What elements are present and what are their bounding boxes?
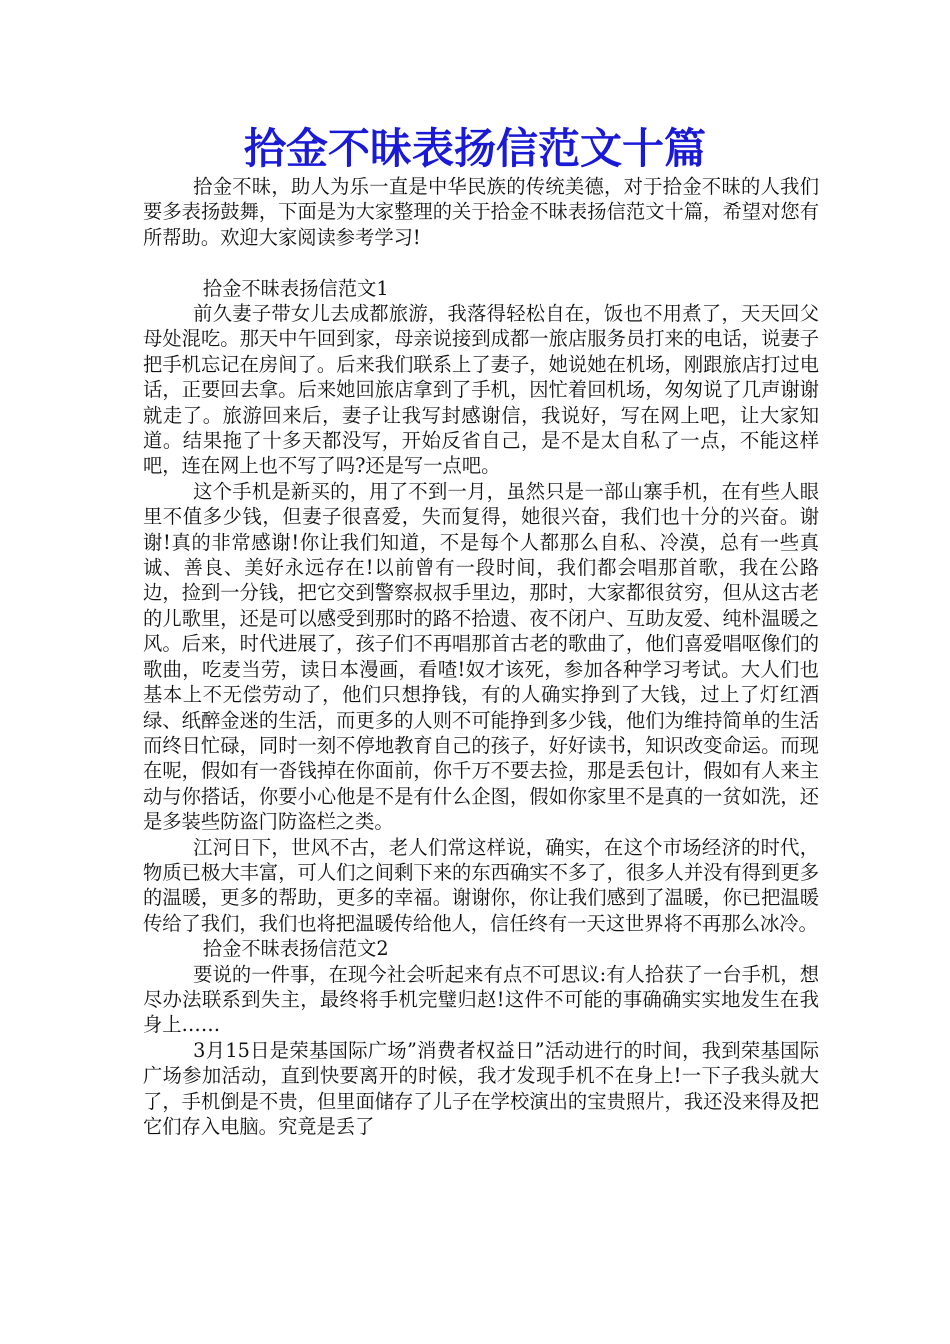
body-paragraph: 3月15日是荣基国际广场”消费者权益日”活动进行的时间，我到荣基国际广场参加活动，直到快要离开的时候，我才发现手机不在身上!一下子我头就大了，手机倒是不贵，但里面储存了儿子在学校演出的宝贵照片，我还没来得及把它们存入电脑。究竟是丢了: [143, 1038, 819, 1139]
body-paragraph: 要说的一件事，在现今社会听起来有点不可思议:有人拾获了一台手机，想尽办法联系到失主，最终将手机完璧归赵!这件不可能的事确确实实地发生在我身上……: [143, 962, 819, 1037]
intro-paragraph: 拾金不昧，助人为乐一直是中华民族的传统美德，对于拾金不昧的人我们要多表扬鼓舞，下面是为大家整理的关于拾金不昧表扬信范文十篇，希望对您有所帮助。欢迎大家阅读参考学习!: [143, 175, 819, 249]
body-paragraph: 这个手机是新买的，用了不到一月，虽然只是一部山寨手机，在有些人眼里不值多少钱，但妻子很喜爱，失而复得，她很兴奋，我们也十分的兴奋。谢谢!真的非常感谢!你让我们知道，不是每个人都那么自私、冷漠，总有一些真诚、善良、美好永远存在!以前曾有一段时间，我们都会唱那首歌，我在公路边，捡到一分钱，把它交到警察叔叔手里边，那时，大家都很贫穷，但从这古老的儿歌里，还是可以感受到那时的路不拾遗、夜不闭户、互助友爱、纯朴温暖之风。后来，时代进展了，孩子们不再唱那首古老的歌曲了，他们喜爱唱呕像们的歌曲，吃麦当劳，读日本漫画，看喳!奴才该死，参加各种学习考试。大人们也基本上不无偿劳动了，他们只想挣钱，有的人确实挣到了大钱，过上了灯红酒绿、纸醉金迷的生活，而更多的人则不可能挣到多少钱，他们为维持简单的生活而终日忙碌，同时一刻不停地教育自己的孩子，好好读书，知识改变命运。而现在呢，假如有一沓钱掉在你面前，你千万不要去捡，那是丢包计，假如有人来主动与你搭话，你要小心他是不是有什么企图，假如你家里不是真的一贫如洗，还是多装些防盗门防盗栏之类。: [143, 479, 819, 834]
body-paragraph: 前久妻子带女儿去成都旅游，我落得轻松自在，饭也不用煮了，天天回父母处混吃。那天中午回到家，母亲说接到成都一旅店服务员打来的电话，说妻子把手机忘记在房间了。后来我们联系上了妻子，她说她在机场，刚跟旅店打过电话，正要回去拿。后来她回旅店拿到了手机，因忙着回机场，匆匆说了几声谢谢就走了。旅游回来后，妻子让我写封感谢信，我说好，写在网上吧，让大家知道。结果拖了十多天都没写，开始反省自己，是不是太自私了一点，不能这样吧，连在网上也不写了吗?还是写一点吧。: [143, 302, 819, 478]
section-heading: 拾金不昧表扬信范文1: [202, 276, 389, 300]
document-body: [143, 174, 819, 1139]
document-title: 拾金不昧表扬信范文十篇: [243, 124, 706, 173]
blank-line: [143, 250, 819, 275]
body-paragraph: 江河日下，世风不古，老人们常这样说，确实，在这个市场经济的时代，物质已极大丰富，可人们之间剩下来的东西确实不多了，很多人并没有得到更多的温暖，更多的帮助，更多的幸福。谢谢你，你让我们感到了温暖，你已把温暖传给了我们，我们也将把温暖传给他人，信任终有一天这世界将不再那么冰冷。: [143, 835, 819, 935]
section-heading: 拾金不昧表扬信范文2: [202, 937, 389, 961]
